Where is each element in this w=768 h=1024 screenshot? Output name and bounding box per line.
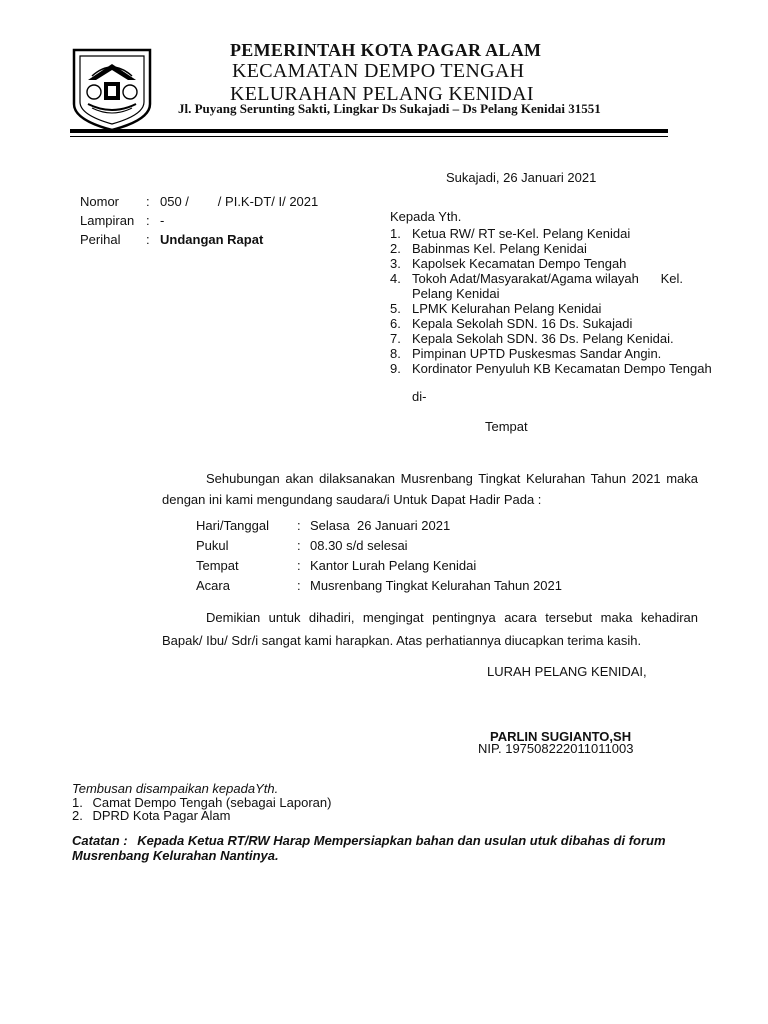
letterhead-district: KECAMATAN DEMPO TENGAH [232,60,525,82]
list-item [390,331,710,346]
list-item [390,226,710,241]
list-number: 9. [390,361,401,376]
detail-colon: : [297,558,301,573]
list-text: LPMK Kelurahan Pelang Kenidai [412,301,602,316]
list-item [390,256,710,271]
signature-name: PARLIN SUGIANTO,SH [490,729,632,744]
list-number: 4. [390,271,401,286]
cc-number: 2. [72,808,83,823]
list-item [390,301,710,316]
meta-label-lampiran: Lampiran [80,213,135,228]
list-text: Pimpinan UPTD Puskesmas Sandar Angin. [412,346,662,361]
recipients-heading: Kepada Yth. [390,209,462,224]
list-number: 1. [390,226,401,241]
meta-label-nomor: Nomor [80,194,120,209]
list-text: Kordinator Penyuluh KB Kecamatan Dempo Tengah [412,361,712,376]
letterhead-village: KELURAHAN PELANG KENIDAI [230,83,534,105]
recipients-list [390,226,710,376]
place-date: Sukajadi, 26 Januari 2021 [446,170,597,185]
list-text: Ketua RW/ RT se-Kel. Pelang Kenidai [412,226,631,241]
cc-number: 1. [72,795,83,810]
meta-value-nomor: 050 / / PI.K-DT/ I/ 2021 [160,194,319,209]
list-item [390,316,710,331]
cc-heading: Tembusan disampaikan kepadaYth. [72,781,279,796]
cc-list-item [72,808,230,823]
note-text: Kepada Ketua RT/RW Harap Mempersiapkan bahan dan usulan utuk dibahas di forum Musrenbang Kelurahan Nantinya. [72,833,666,863]
recipients-di: di- [412,389,427,404]
closing-paragraph: Demikian untuk dihadiri, mengingat pentingnya acara tersebut maka kehadiran Bapak/ Ibu/ Sdr/i sangat kami harapkan. Atas perhatiannya diucapkan terima kasih. [162,610,698,648]
cc-text: Camat Dempo Tengah (sebagai Laporan) [92,795,332,810]
list-item [390,346,710,361]
detail-label-date: Hari/Tanggal [196,518,269,533]
cc-text: DPRD Kota Pagar Alam [92,808,231,823]
meta-colon: : [146,232,150,247]
list-number: 2. [390,241,401,256]
list-item [390,241,710,256]
signature-title: LURAH PELANG KENIDAI, [487,664,647,679]
meta-colon: : [146,194,150,209]
meta-value-lampiran: - [160,213,165,228]
meta-colon: : [146,213,150,228]
list-text: Kepala Sekolah SDN. 16 Ds. Sukajadi [412,316,633,331]
recipients-tempat: Tempat [485,419,528,434]
detail-colon: : [297,578,301,593]
list-text: Kepala Sekolah SDN. 36 Ds. Pelang Kenidai. [412,331,674,346]
detail-label-place: Tempat [196,558,239,573]
letterhead-rule-thin [70,136,668,137]
body-intro-paragraph: Sehubungan akan dilaksanakan Musrenbang Tingkat Kelurahan Tahun 2021 maka dengan ini kami mengundang saudara/i Untuk Dapat Hadir Pada : [162,471,698,507]
detail-value-place: Kantor Lurah Pelang Kenidai [310,558,477,573]
detail-value-time: 08.30 s/d selesai [310,538,408,553]
list-text: Tokoh Adat/Masyarakat/Agama wilayah Kel. Pelang Kenidai [412,271,687,301]
list-number: 3. [390,256,401,271]
meta-value-perihal: Undangan Rapat [160,232,264,247]
letterhead-government: PEMERINTAH KOTA PAGAR ALAM [230,40,542,60]
list-item [390,271,702,301]
note-label: Catatan : [72,833,128,848]
list-text: Kapolsek Kecamatan Dempo Tengah [412,256,627,271]
meta-label-perihal: Perihal [80,232,121,247]
detail-label-time: Pukul [196,538,229,553]
letterhead-rule-thick [70,129,668,133]
list-item [390,361,712,376]
detail-colon: : [297,518,301,533]
list-number: 6. [390,316,401,331]
note-block [72,833,672,863]
city-emblem-logo [70,46,154,132]
signature-nip: NIP. 197508222011011003 [478,741,634,756]
detail-value-date: Selasa 26 Januari 2021 [310,518,451,533]
letterhead-address: Jl. Puyang Serunting Sakti, Lingkar Ds Sukajadi – Ds Pelang Kenidai 31551 [178,101,601,116]
list-number: 7. [390,331,401,346]
list-text: Babinmas Kel. Pelang Kenidai [412,241,587,256]
detail-label-agenda: Acara [196,578,230,593]
detail-value-agenda: Musrenbang Tingkat Kelurahan Tahun 2021 [310,578,563,593]
list-number: 8. [390,346,401,361]
list-number: 5. [390,301,401,316]
detail-colon: : [297,538,301,553]
